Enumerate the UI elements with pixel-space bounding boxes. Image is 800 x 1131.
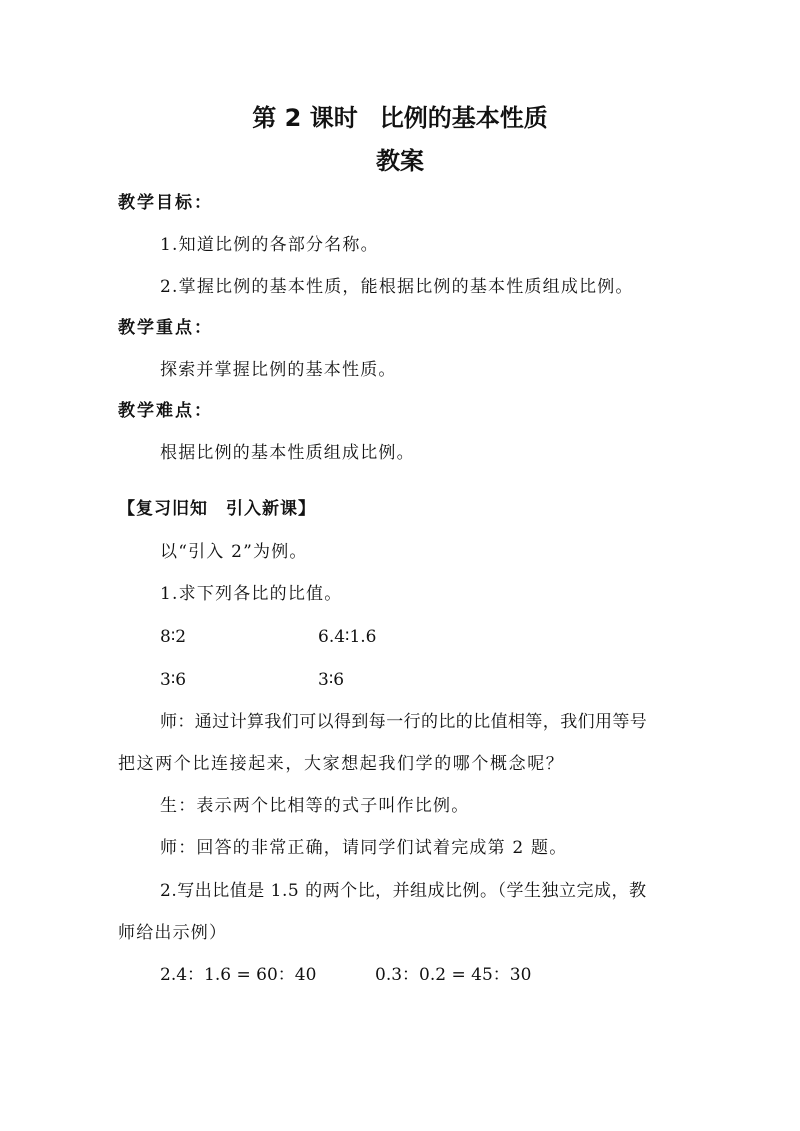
example-proportion-b: 0.3：0.2 = 45：30	[375, 965, 532, 985]
difficulties-text: 根据比例的基本性质组成比例。	[160, 443, 415, 463]
question-2-line-1: 2.写出比值是 1.5 的两个比，并组成比例。（学生独立完成，教	[160, 881, 647, 901]
key-points-text: 探索并掌握比例的基本性质。	[160, 360, 397, 380]
teacher-remark-1-line-1: 师：通过计算我们可以得到每一行的比的比值相等，我们用等号	[160, 712, 648, 732]
ratio-1a: 8∶2	[160, 627, 187, 647]
ratio-2b: 3∶6	[318, 670, 345, 690]
review-intro: 以“引入 2”为例。	[160, 542, 308, 562]
lesson-title	[0, 103, 800, 133]
key-points-heading: 教学重点：	[118, 318, 213, 338]
review-heading: 【复习旧知 引入新课】	[118, 499, 316, 519]
goal-item-2: 2.掌握比例的基本性质，能根据比例的基本性质组成比例。	[160, 277, 634, 297]
difficulties-heading: 教学难点：	[118, 401, 213, 421]
lesson-number: 第 2 课时	[252, 104, 358, 132]
lesson-subtitle: 教案	[376, 147, 424, 175]
goals-heading: 教学目标：	[118, 193, 213, 213]
lesson-topic: 比例的基本性质	[379, 104, 548, 132]
question-2-line-2: 师给出示例）	[118, 923, 228, 943]
student-answer: 生：表示两个比相等的式子叫作比例。	[160, 796, 470, 816]
example-proportion-a: 2.4：1.6 = 60：40	[160, 965, 317, 985]
teacher-remark-2: 师：回答的非常正确，请同学们试着完成第 2 题。	[160, 838, 568, 858]
question-1: 1.求下列各比的比值。	[160, 584, 343, 604]
teacher-remark-1-line-2: 把这两个比连接起来，大家想起我们学的哪个概念呢？	[118, 754, 565, 774]
goal-item-1: 1.知道比例的各部分名称。	[160, 235, 379, 255]
ratio-2a: 3∶6	[160, 670, 187, 690]
ratio-1b: 6.4∶1.6	[318, 627, 377, 647]
